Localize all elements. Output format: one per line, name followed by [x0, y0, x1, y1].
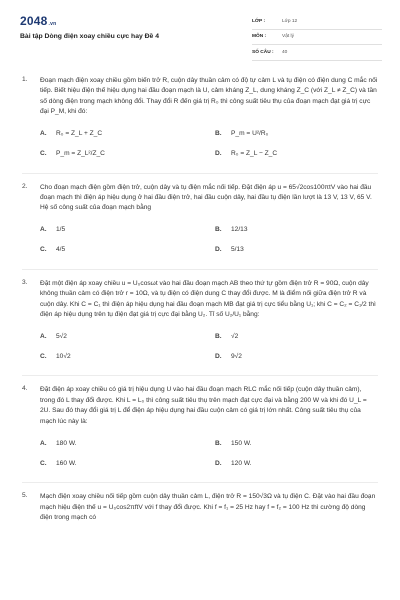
option-letter: A. — [40, 332, 47, 340]
option-text: 9√2 — [231, 352, 242, 360]
option-text: 150 W. — [231, 439, 252, 447]
site-logo[interactable] — [20, 14, 56, 28]
divider — [22, 269, 378, 270]
answer-option-d[interactable] — [215, 346, 370, 366]
meta-info — [252, 14, 382, 61]
question-text: Đặt điện áp xoay chiều có giá trị hiệu dụng U vào hai đầu đoạn mạch RLC mắc nối tiếp (cuộn dây thuần cảm), trong đó L thay đổi được. Khi L = L₀ thì công suất tiêu thụ trên mạch đạt cực đại và bằng 200 W và khi đó U_L = 2U. Sau đó thay đổi giá trị L để điện áp hiệu dụng hai đầu cuộn cảm có giá trị lớn nhất. Công suất tiêu thụ của mạch lúc này là: — [40, 386, 367, 425]
option-text: 4/5 — [56, 246, 66, 254]
meta-label: SỐ CÂU : — [252, 49, 274, 55]
answer-option-d[interactable] — [215, 240, 370, 260]
meta-label: LỚP : — [252, 18, 266, 24]
divider — [22, 482, 378, 483]
answer-option-a[interactable] — [40, 326, 215, 346]
question-item — [0, 492, 400, 523]
option-letter: D. — [215, 459, 222, 467]
question-item — [0, 385, 400, 473]
page-header — [0, 0, 400, 62]
logo-suffix: .vn — [48, 21, 57, 27]
option-text: P_m = U²/R₀ — [231, 130, 269, 138]
question-number: 5. — [22, 492, 28, 500]
option-letter: B. — [215, 439, 222, 447]
option-text: 160 W. — [56, 459, 77, 467]
option-text: 120 W. — [231, 459, 252, 467]
logo-text: 2048 — [20, 14, 48, 28]
answer-option-b[interactable] — [215, 220, 370, 240]
answer-option-b[interactable] — [215, 124, 370, 144]
option-text: 10√2 — [56, 352, 71, 360]
answer-options — [40, 124, 378, 164]
option-text: 5/13 — [231, 246, 244, 254]
question-item — [0, 279, 400, 367]
option-letter: A. — [40, 439, 47, 447]
option-letter: B. — [215, 332, 222, 340]
option-text: √2 — [231, 332, 239, 340]
option-text: P_m = Z_L²/Z_C — [56, 150, 105, 158]
option-letter: A. — [40, 226, 47, 234]
option-text: 1/5 — [56, 226, 66, 234]
option-letter: D. — [215, 352, 222, 360]
option-letter: D. — [215, 246, 222, 254]
meta-row-class — [252, 14, 382, 30]
question-text: Đặt một điện áp xoay chiều u = U₀cosωt vào hai đầu đoạn mạch AB theo thứ tự gồm điện trở R = 90Ω, cuộn dây không thuần cảm có điện trở r = 10Ω, và tụ điện có điện dung C thay đổi được. M là điểm nối giữa điện trở R và cuộn dây. Khi C = C₁ thì điện áp hiệu dụng hai đầu đoạn mạch MB đạt giá trị cực tiểu bằng U₁; khi C = C₂ = C₁/2 thì điện áp hiệu dụng trên tụ điện đạt giá trị cực đại bằng U₂. Tỉ số U₂/U₁ bằng: — [40, 279, 376, 319]
option-letter: C. — [40, 150, 47, 158]
option-letter: A. — [40, 130, 47, 138]
meta-label: MÔN : — [252, 34, 267, 40]
option-text: R₀ = Z_L + Z_C — [56, 130, 103, 138]
answer-option-d[interactable] — [215, 144, 370, 164]
question-item — [0, 76, 400, 164]
divider — [22, 375, 378, 376]
answer-options — [40, 220, 378, 260]
answer-option-c[interactable] — [40, 453, 215, 473]
question-item — [0, 183, 400, 260]
option-text: 12/13 — [231, 226, 248, 234]
option-letter: C. — [40, 459, 47, 467]
meta-value: Lớp 12 — [282, 18, 298, 24]
answer-option-b[interactable] — [215, 326, 370, 346]
answer-option-a[interactable] — [40, 220, 215, 240]
question-number: 4. — [22, 385, 28, 393]
option-text: 5√2 — [56, 332, 67, 340]
question-number: 1. — [22, 76, 28, 83]
divider — [22, 173, 378, 174]
option-letter: B. — [215, 130, 222, 138]
answer-option-b[interactable] — [215, 433, 370, 453]
option-letter: B. — [215, 226, 222, 234]
meta-row-subject — [252, 30, 382, 46]
question-text: Đoạn mạch điện xoay chiều gồm biến trở R, cuộn dây thuần cảm có độ tự cảm L và tụ điện có điện dung C mắc nối tiếp. Biết hiệu điện thế hiệu dụng hai đầu đoạn mạch là U, cảm kháng Z_L, dung kháng Z_C (với Z_L ≠ Z_C) và tần số dòng điện trong mạch không đổi. Thay đổi R đến giá trị R₀ thì công suất tiêu thụ của đoạn mạch đạt giá trị cực đại P_M, khi đó: — [40, 77, 378, 116]
meta-row-count — [252, 45, 382, 61]
option-text: R₀ = Z_L − Z_C — [231, 150, 278, 158]
question-list — [0, 76, 400, 532]
answer-options — [40, 433, 378, 473]
answer-option-a[interactable] — [40, 433, 215, 453]
answer-option-d[interactable] — [215, 453, 370, 473]
answer-option-c[interactable] — [40, 144, 215, 164]
answer-option-a[interactable] — [40, 124, 215, 144]
meta-value: 40 — [282, 49, 288, 55]
question-text: Mạch điện xoay chiều nối tiếp gồm cuộn dây thuần cảm L, điện trở R = 150√3Ω và tụ điện C. Đặt vào hai đầu đoạn mạch hiệu điện thế u = U₀cos2πftV với f thay đổi được. Khi f = f₁ = 25 Hz hay f = f₂ = 100 Hz thì cường độ dòng điện trong mạch có — [40, 493, 376, 521]
question-text: Cho đoạn mạch điện gồm điện trở, cuộn dây và tụ điện mắc nối tiếp. Đặt điện áp u = 65√2cos100πtV vào hai đầu đoạn mạch thì điện áp hiệu dụng ở hai đầu điện trở, hai đầu cuộn dây, hai đầu tụ điện lần lượt là 13 V, 13 V, 65 V. Hệ số công suất của đoạn mạch bằng — [40, 183, 372, 212]
page-title: Bài tập Dòng điện xoay chiều cực hay Đề 4 — [20, 33, 160, 40]
option-letter: C. — [40, 246, 47, 254]
question-number: 2. — [22, 182, 28, 190]
question-number: 3. — [22, 278, 28, 286]
option-letter: D. — [215, 150, 222, 158]
answer-options — [40, 326, 378, 366]
answer-option-c[interactable] — [40, 346, 215, 366]
answer-option-c[interactable] — [40, 240, 215, 260]
option-letter: C. — [40, 352, 47, 360]
option-text: 180 W. — [56, 439, 77, 447]
meta-value: Vật lý — [282, 34, 294, 40]
